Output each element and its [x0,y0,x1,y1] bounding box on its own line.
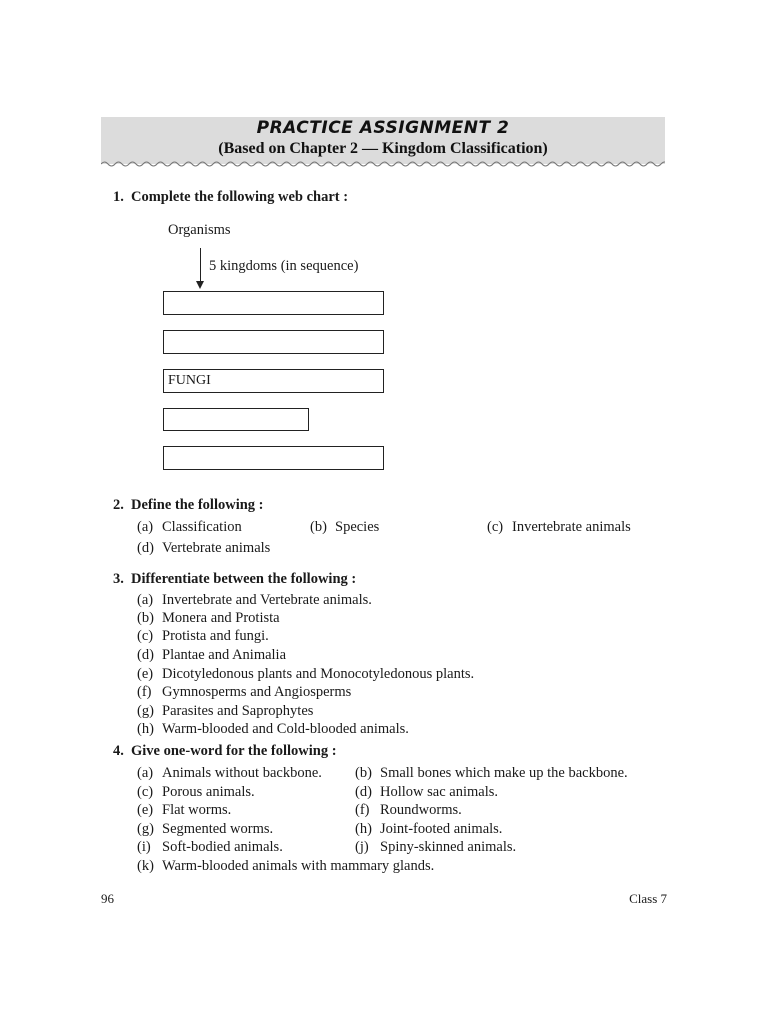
class-label: Class 7 [629,891,667,906]
arrow-head-icon [196,281,204,289]
list-item: (e) Dicotyledonous plants and Monocotyledonous plants. [137,666,475,682]
web-chart-arrow [200,248,201,282]
web-chart-root-label: Organisms [168,222,231,238]
question-number: 3. [113,571,124,587]
list-item: (g) Segmented worms. [137,821,274,837]
question-text: Differentiate between the following : [131,571,357,587]
list-item: (g) Parasites and Saprophytes [137,703,314,719]
question-number: 4. [113,743,124,759]
question-1 [113,189,348,206]
question-2 [113,497,264,514]
list-item: (a) Invertebrate and Vertebrate animals. [137,592,372,608]
kingdom-box-2[interactable] [163,330,384,354]
list-item: (b) Monera and Protista [137,610,280,626]
list-item: (c) Porous animals. [137,784,255,800]
question-4 [113,743,337,760]
kingdom-box-1[interactable] [163,291,384,315]
question-number: 1. [113,189,124,205]
list-item: (h) Warm-blooded and Cold-blooded animals. [137,721,409,737]
web-chart-arrow-label: 5 kingdoms (in sequence) [209,258,359,274]
question-text: Define the following : [131,497,264,513]
question-number: 2. [113,497,124,513]
list-item: (a) Animals without backbone. [137,765,322,781]
kingdom-box-5[interactable] [163,446,384,470]
list-item: (c) Invertebrate animals [487,519,631,535]
question-3 [113,571,356,588]
list-item: (a) Classification [137,519,242,535]
list-item: (i) Soft-bodied animals. [137,839,283,855]
list-item: (e) Flat worms. [137,802,232,818]
page-number: 96 [101,891,114,906]
list-item: (d) Vertebrate animals [137,540,271,556]
list-item: (d) Hollow sac animals. [355,784,498,800]
list-item: (f) Roundworms. [355,802,462,818]
kingdom-box-4[interactable] [163,408,309,431]
kingdom-box-3[interactable]: FUNGI [163,369,384,393]
assignment-subtitle: (Based on Chapter 2 — Kingdom Classification) [218,140,548,157]
list-item: (b) Small bones which make up the backbone. [355,765,628,781]
list-item: (k) Warm-blooded animals with mammary glands. [137,858,435,874]
list-item: (h) Joint-footed animals. [355,821,503,837]
header-wave-border [101,160,665,168]
list-item: (b) Species [310,519,380,535]
list-item: (j) Spiny-skinned animals. [355,839,517,855]
list-item: (d) Plantae and Animalia [137,647,287,663]
question-text: Give one-word for the following : [131,743,337,759]
list-item: (c) Protista and fungi. [137,628,269,644]
question-text: Complete the following web chart : [131,189,349,205]
list-item: (f) Gymnosperms and Angiosperms [137,684,352,700]
assignment-title: PRACTICE ASSIGNMENT 2 [256,118,510,138]
